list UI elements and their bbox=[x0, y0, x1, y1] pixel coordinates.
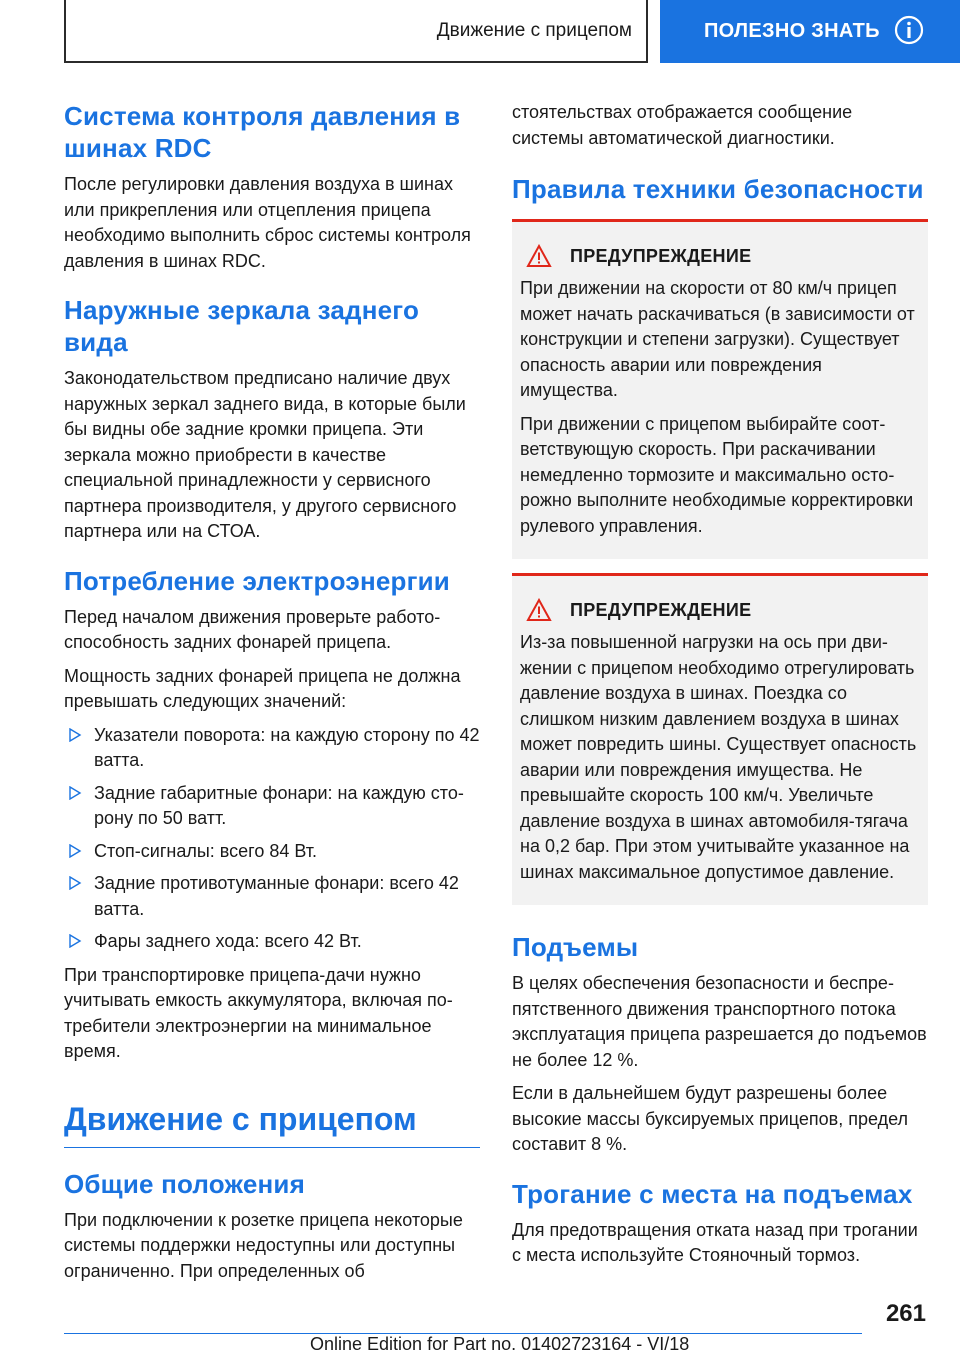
right-column bbox=[512, 100, 928, 1289]
chapter-title-driving: Движение с прицепом bbox=[64, 1099, 480, 1148]
triangle-bullet-icon bbox=[68, 786, 82, 800]
power-text-3: При транспортировке прицепа-дачи нужно учитывать емкость аккумулятора, включая потребители электроэнергии на минимальное время. bbox=[64, 964, 453, 1061]
section-driving bbox=[64, 1099, 480, 1148]
warning-box-1 bbox=[512, 219, 928, 559]
triangle-bullet-icon bbox=[68, 876, 82, 890]
warning-triangle-icon bbox=[526, 598, 552, 622]
warning-title-text: ПРЕДУПРЕЖДЕНИЕ bbox=[570, 599, 752, 620]
slopes-text-1: В целях обеспечения безопасности и беспрепятственного движения транспортного потока эксплуатация прицепа разрешается до подъемов не более 12 %. bbox=[512, 973, 927, 1070]
left-column bbox=[64, 100, 480, 1304]
power-limits-list bbox=[64, 723, 480, 955]
list-item-text: Стоп-сигналы: всего 84 Вт. bbox=[94, 840, 318, 861]
section-general bbox=[64, 1168, 480, 1285]
warning-title-text: ПРЕДУПРЕЖДЕНИЕ bbox=[570, 245, 752, 266]
info-icon bbox=[894, 15, 924, 45]
list-item-text: Указатели поворота: на каждую сторону по 42 ватта. bbox=[94, 724, 480, 770]
section-title-mirrors: Наружные зеркала заднего вида bbox=[64, 295, 420, 357]
header-section-label: Движение с прицепом bbox=[436, 19, 632, 41]
triangle-bullet-icon bbox=[68, 844, 82, 858]
continuation-text: стоятельствах отображается сообщение системы автоматической диагностики. bbox=[512, 102, 853, 148]
section-safety bbox=[512, 173, 928, 205]
header-section-tab bbox=[64, 0, 648, 63]
warning-box-2 bbox=[512, 573, 928, 905]
section-title-power: Потребление электроэнергии bbox=[64, 565, 450, 596]
warning-title-2 bbox=[526, 598, 920, 622]
footer-edition: Online Edition for Part no. 01402723164 - VI/18 bbox=[310, 1334, 690, 1354]
list-item bbox=[64, 871, 480, 922]
warning-text: При движении с прицепом выбирайте соответствующую скорость. При раскачивании немедленно тормозите и максимально осторожно выполните необходимые корректировки рулевого управления. bbox=[520, 413, 914, 536]
warning-text: Из-за повышенной нагрузки на ось при движении с прицепом необходимо отрегулировать давление воздуха в шинах. Поездка со слишком низким давлением воздуха в шинах может повредить шины. Существует опасность аварии или повреждения имущества. Не превышайте скорость 100 км/ч. Увеличьте давление воздуха в шинах автомобиля-тягача на 0,2 бар. При этом учитывайте указанное на шинах максимальное допустимое давление. bbox=[520, 632, 917, 882]
section-power bbox=[64, 565, 480, 1065]
list-item bbox=[64, 839, 480, 865]
section-title-general: Общие положения bbox=[64, 1168, 305, 1199]
triangle-bullet-icon bbox=[68, 934, 82, 948]
section-title-rdc: Система контроля давления в шинах RDC bbox=[64, 101, 461, 163]
page-number: 261 bbox=[885, 1300, 926, 1327]
slopes-text-2: Если в дальнейшем будут разрешены более высокие массы буксируемых прицепов, предел составит 8 %. bbox=[512, 1083, 908, 1154]
section-text-start: Для предотвращения отката назад при трогании с места используйте Стояночный тормоз. bbox=[512, 1219, 918, 1265]
section-title-safety: Правила техники безопасности bbox=[512, 174, 924, 204]
list-item-text: Фары заднего хода: всего 42 Вт. bbox=[94, 931, 362, 951]
section-start bbox=[512, 1178, 928, 1269]
warning-triangle-icon bbox=[526, 244, 552, 268]
section-title-slopes: Подъемы bbox=[512, 932, 639, 962]
power-text-1: Перед началом движения проверьте работоспособность задних фонарей прицепа. bbox=[64, 606, 441, 652]
list-item bbox=[64, 781, 480, 832]
triangle-bullet-icon bbox=[68, 728, 82, 742]
power-text-2: Мощность задних фонарей прицепа не должна превышать следующих значений: bbox=[64, 665, 461, 711]
section-text-rdc: После регулировки давления воздуха в шинах или прикрепления или отцепления прицепа необходимо выполнить сброс системы контроля давления в шинах RDC. bbox=[64, 174, 471, 271]
warning-text: При движении на скорости от 80 км/ч прицеп может начать раскачиваться (в зависимости от конструкции и степени загрузки). Существует опасность аварии или повреждения имущества. bbox=[520, 278, 915, 400]
header-category-label: ПОЛЕЗНО ЗНАТЬ bbox=[704, 20, 880, 42]
section-slopes bbox=[512, 931, 928, 1158]
section-rdc bbox=[64, 100, 480, 274]
list-item-text: Задние габаритные фонари: на каждую сторону по 50 ватт. bbox=[94, 782, 464, 828]
header-category-tab bbox=[660, 0, 960, 63]
list-item bbox=[64, 723, 480, 774]
section-text-mirrors: Законодательством предписано наличие двух наружных зеркал заднего вида, в которые были бы видны обе задние кромки прицепа. Эти зеркала можно приобрести в качестве специальной принадлежности у сервисного партнера производителя, у другого сервисного партнера или на СТОА. bbox=[64, 368, 466, 541]
list-item bbox=[64, 929, 480, 955]
warning-title-1 bbox=[526, 244, 920, 268]
section-text-general: При подключении к розетке прицепа некоторые системы поддержки недоступны или доступны ограниченно. При определенных об bbox=[64, 1209, 463, 1281]
section-title-start: Трогание с места на подъемах bbox=[512, 1178, 913, 1209]
list-item-text: Задние противотуманные фонари: всего 42 ватта. bbox=[94, 873, 459, 919]
section-mirrors bbox=[64, 294, 480, 545]
